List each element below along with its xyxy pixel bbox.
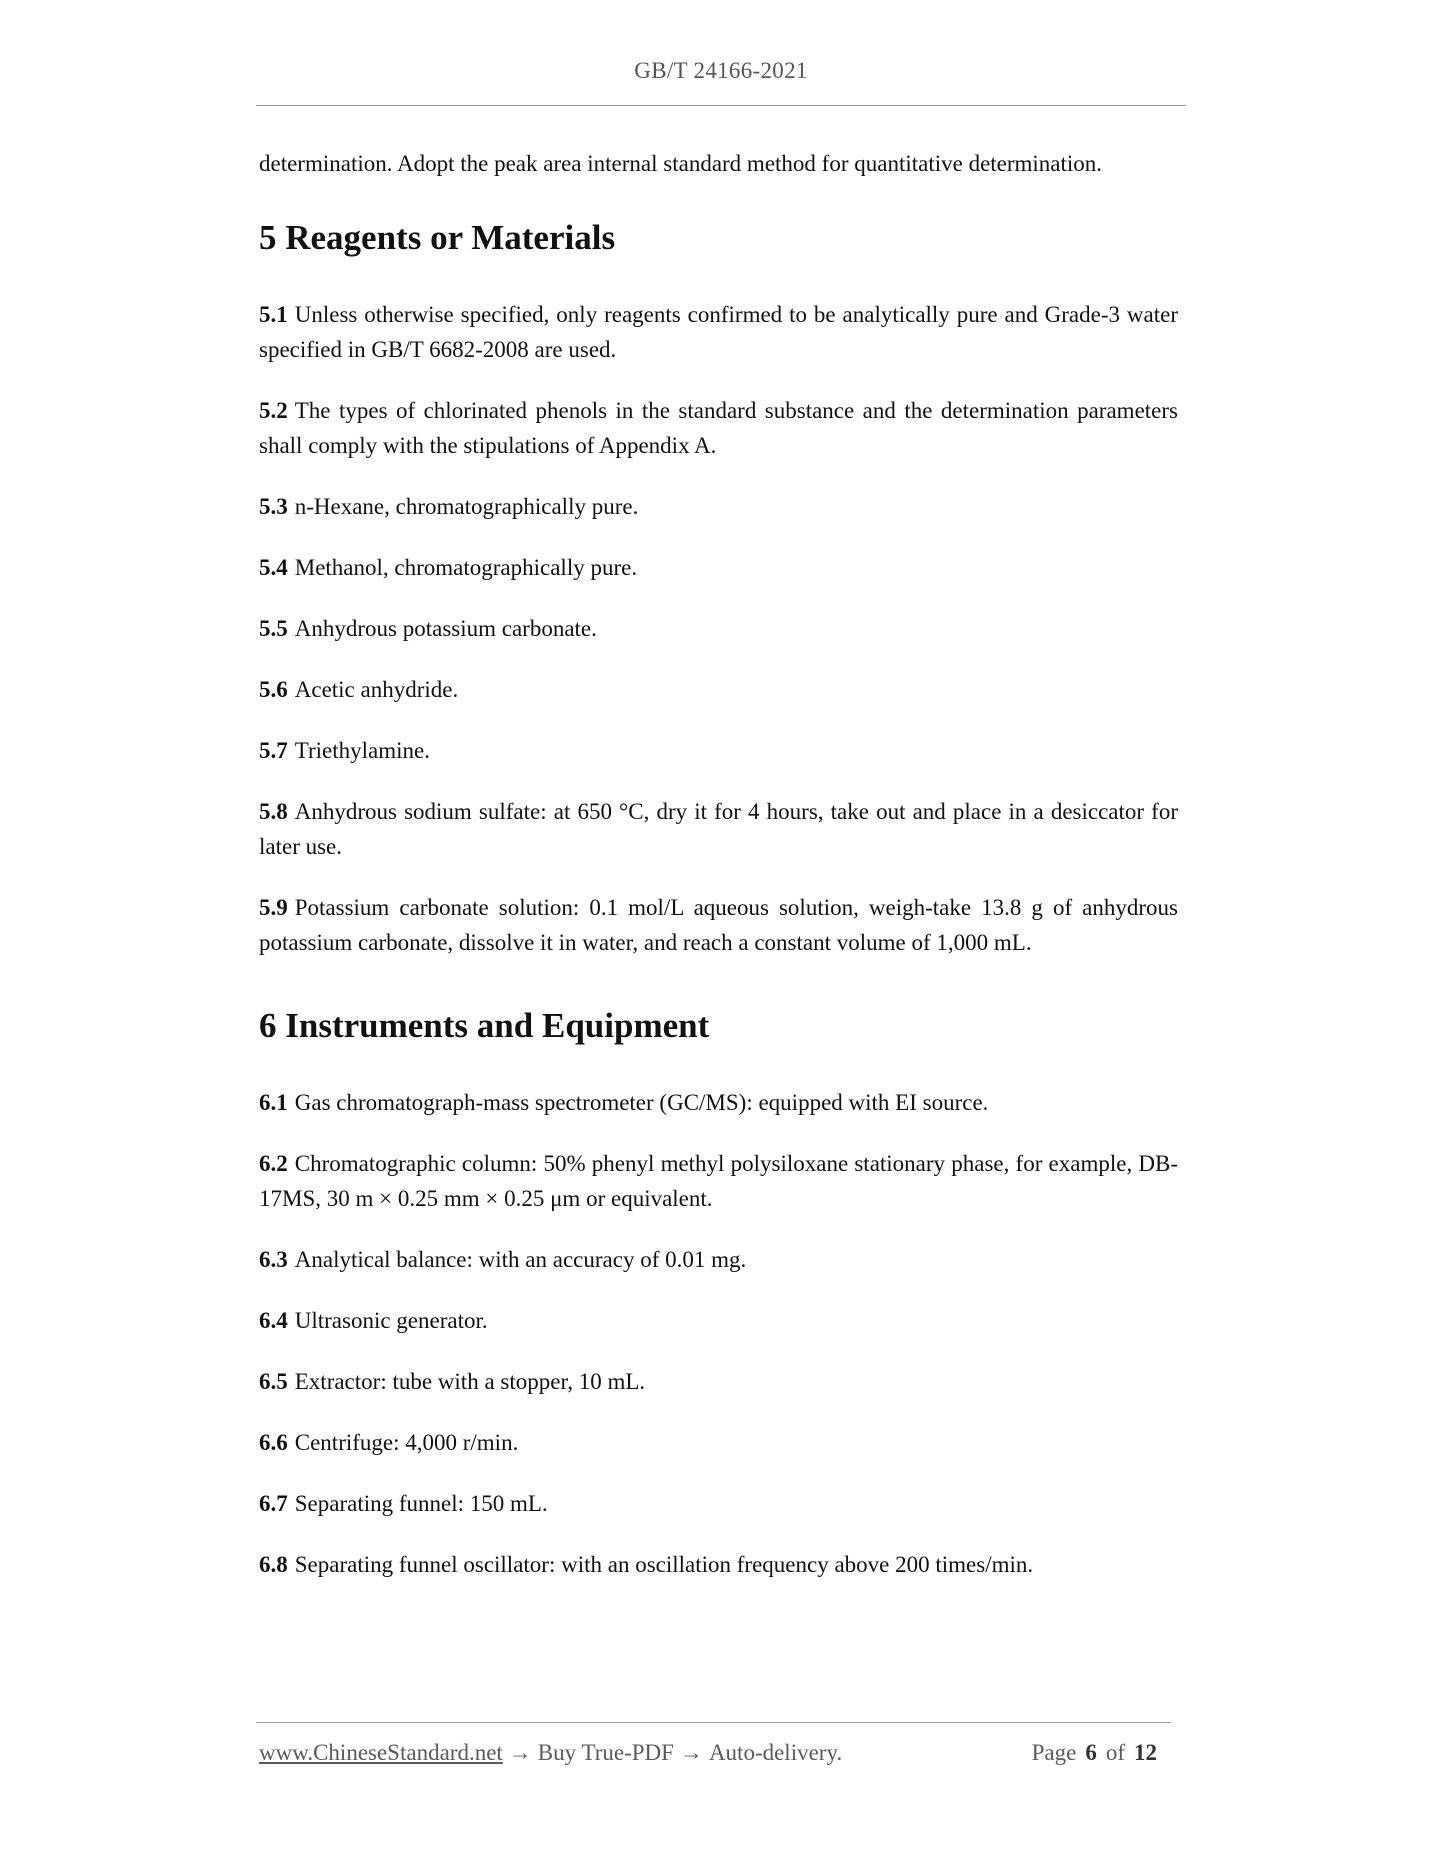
- clause-5-8: [259, 794, 1178, 864]
- clause-5-5: [259, 611, 1178, 646]
- clause-5-1: [259, 297, 1178, 367]
- clause-text: Centrifuge: 4,000 r/min.: [294, 1430, 519, 1455]
- clause-5-3: [259, 489, 1178, 524]
- page-indicator: [1032, 1740, 1166, 1766]
- clause-text: Gas chromatograph-mass spectrometer (GC/MS): equipped with EI source.: [294, 1090, 989, 1115]
- clause-number: 5.7: [259, 738, 288, 763]
- section-5-title: 5 Reagents or Materials: [259, 218, 616, 257]
- clause-number: 6.8: [259, 1552, 288, 1577]
- page-current: 6: [1085, 1740, 1097, 1765]
- section-6-title: 6 Instruments and Equipment: [259, 1006, 710, 1045]
- page-header-standard-code: GB/T 24166-2021: [634, 58, 808, 83]
- clause-5-2: [259, 393, 1178, 463]
- clause-number: 5.2: [259, 398, 288, 423]
- clause-number: 5.9: [259, 895, 288, 920]
- footer-divider: [256, 1722, 1171, 1723]
- clause-6-6: [259, 1425, 1178, 1460]
- clause-text: Ultrasonic generator.: [294, 1308, 488, 1333]
- clause-text: n-Hexane, chromatographically pure.: [294, 494, 639, 519]
- clause-5-7: [259, 733, 1178, 768]
- clause-number: 5.6: [259, 677, 288, 702]
- clause-text: Potassium carbonate solution: 0.1 mol/L aqueous solution, weigh-take 13.8 g of anhydrous potassium carbonate, dissolve it in water, and reach a constant volume of 1,000 mL.: [259, 895, 1178, 955]
- clause-6-7: [259, 1486, 1178, 1521]
- clause-text: Chromatographic column: 50% phenyl methyl polysiloxane stationary phase, for example, DB-17MS, 30 m × 0.25 mm × 0.25 μm or equivalent.: [259, 1151, 1178, 1211]
- buy-pdf-text: Buy True-PDF: [537, 1740, 674, 1765]
- auto-delivery-text: Auto-delivery.: [708, 1740, 843, 1765]
- header-divider: [256, 105, 1186, 106]
- clause-text: Methanol, chromatographically pure.: [294, 555, 638, 580]
- clause-text: Separating funnel: 150 mL.: [294, 1491, 548, 1516]
- website-link[interactable]: www.ChineseStandard.net: [259, 1740, 503, 1765]
- clause-text: Analytical balance: with an accuracy of 0.01 mg.: [294, 1247, 747, 1272]
- clause-text: Unless otherwise specified, only reagents confirmed to be analytically pure and Grade-3 water specified in GB/T 6682-2008 are used.: [259, 302, 1178, 362]
- of-label: of: [1105, 1740, 1125, 1765]
- page-label: Page: [1031, 1740, 1077, 1765]
- footer-promo: [259, 1740, 842, 1766]
- clause-6-2: [259, 1146, 1178, 1216]
- arrow-right-icon: →: [508, 1740, 532, 1765]
- clause-6-8: [259, 1547, 1178, 1582]
- clause-number: 5.1: [259, 302, 288, 327]
- clause-number: 6.4: [259, 1308, 288, 1333]
- clause-5-6: [259, 672, 1178, 707]
- clause-6-3: [259, 1242, 1178, 1277]
- clause-text: Anhydrous sodium sulfate: at 650 °C, dry it for 4 hours, take out and place in a desiccator for later use.: [259, 799, 1178, 859]
- clause-6-4: [259, 1303, 1178, 1338]
- clause-text: Acetic anhydride.: [294, 677, 459, 702]
- clause-number: 5.8: [259, 799, 288, 824]
- arrow-right-icon: →: [679, 1740, 703, 1765]
- clause-number: 5.4: [259, 555, 288, 580]
- clause-number: 6.5: [259, 1369, 288, 1394]
- page-total: 12: [1134, 1740, 1157, 1765]
- clause-text: Extractor: tube with a stopper, 10 mL.: [294, 1369, 646, 1394]
- clause-6-1: [259, 1085, 1178, 1120]
- clause-text: The types of chlorinated phenols in the standard substance and the determination parameters shall comply with the stipulations of Appendix A.: [259, 398, 1178, 458]
- clause-number: 6.7: [259, 1491, 288, 1516]
- clause-number: 6.3: [259, 1247, 288, 1272]
- clause-number: 6.6: [259, 1430, 288, 1455]
- clause-text: Anhydrous potassium carbonate.: [294, 616, 597, 641]
- intro-paragraph: determination. Adopt the peak area internal standard method for quantitative determination.: [259, 151, 1103, 176]
- clause-number: 6.1: [259, 1090, 288, 1115]
- clause-text: Triethylamine.: [294, 738, 430, 763]
- clause-number: 5.5: [259, 616, 288, 641]
- clause-text: Separating funnel oscillator: with an oscillation frequency above 200 times/min.: [294, 1552, 1034, 1577]
- clause-number: 6.2: [259, 1151, 288, 1176]
- clause-5-4: [259, 550, 1178, 585]
- clause-5-9: [259, 890, 1178, 960]
- document-body: [259, 146, 1178, 1582]
- clause-number: 5.3: [259, 494, 288, 519]
- clause-6-5: [259, 1364, 1178, 1399]
